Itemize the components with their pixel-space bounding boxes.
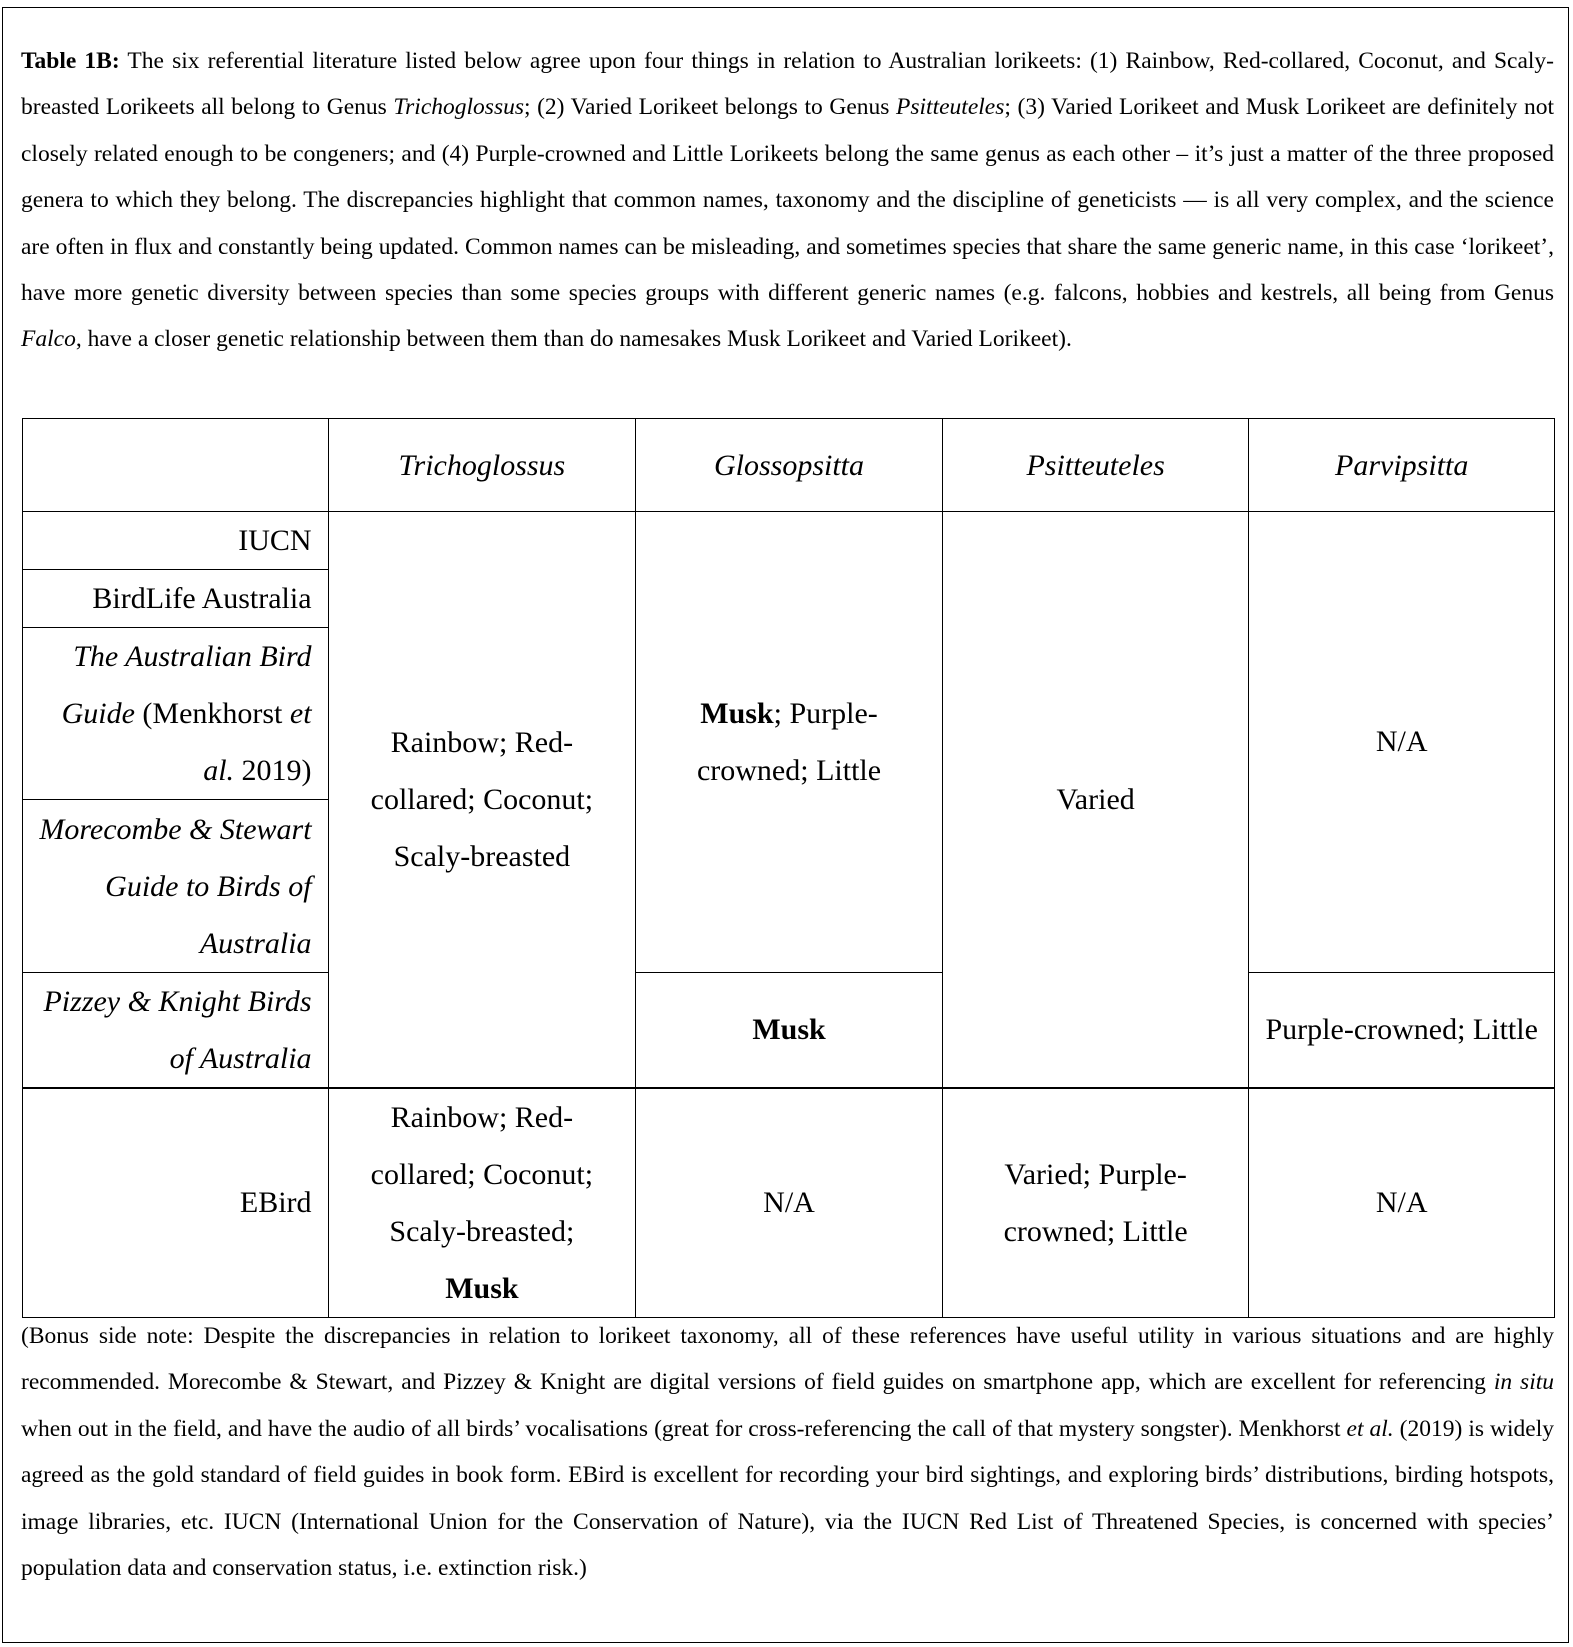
cell-trichoglossus-group: Rainbow; Red-collared; Coconut; Scaly-breasted	[328, 512, 636, 1088]
cell-psitteuteles-ebird: Varied; Purple-crowned; Little	[942, 1088, 1249, 1318]
intro-genus-trichoglossus: Trichoglossus	[393, 94, 524, 121]
morecombe-title: Morecombe & Stewart Guide to Birds of Australia	[39, 812, 312, 960]
intro-genus-falco: Falco	[21, 326, 76, 353]
header-psitteuteles: Psitteuteles	[942, 419, 1249, 512]
note-text-2: when out in the field, and have the audio of all birds’ vocalisations (great for cross-referencing the call of that mystery songster). Menkhorst	[21, 1415, 1347, 1442]
intro-text-2: ; (2) Varied Lorikeet belongs to Genus	[523, 94, 897, 121]
cell-parvipsitta-group: N/A	[1249, 512, 1555, 973]
note-text-1: (Bonus side note: Despite the discrepancies in relation to lorikeet taxonomy, all of these references have useful utility in various situations and are highly recommended. Morecombe & Stewart, and Pizzey & Knight are digital versions of field guides on smartphone app, which are excellent for referencing	[21, 1323, 1554, 1396]
menkhorst-author: (Menkhorst	[134, 697, 290, 731]
cell-trichoglossus-ebird	[328, 1088, 636, 1318]
cell-glossopsitta-pizzey	[636, 972, 943, 1088]
menkhorst-year: 2019)	[234, 754, 312, 788]
source-pizzey	[23, 972, 329, 1088]
cell-glossopsitta-group	[636, 512, 943, 973]
table-row	[23, 972, 1555, 1088]
cell-glossopsitta-ebird: N/A	[636, 1088, 943, 1318]
intro-text-3: ; (3) Varied Lorikeet and Musk Lorikeet are definitely not closely related enough to be congeners; and (4) Purple-crowned and Little Lorikeets belong the same genus as each other – it’s just a matter of the three proposed genera to which they belong. The discrepancies highlight that common names, taxonomy and the discipline of geneticists — is all very complex, and the science are often in flux and constantly being updated. Common names can be misleading, and sometimes species that share the same generic name, in this case ‘lorikeet’, have more genetic diversity between species than some species groups with different generic names (e.g. falcons, hobbies and kestrels, all being from Genus	[21, 94, 1555, 307]
intro-text-1: The six referential literature listed below agree upon four things in relation to Australian lorikeets: (1) Rainbow, Red-collared, Coconut, and Scaly-breasted Lorikeets all belong to Genus	[21, 48, 1554, 121]
pizzey-title: Pizzey & Knight Birds of Australia	[43, 984, 312, 1075]
cell-parvipsitta-ebird: N/A	[1249, 1088, 1555, 1318]
source-morecombe	[23, 800, 329, 972]
musk-bold: Musk	[752, 1013, 826, 1047]
glossopsitta-rest: ; Purple-crowned; Little	[696, 696, 882, 787]
header-glossopsitta: Glossopsitta	[636, 419, 943, 512]
note-in-situ: in situ	[1493, 1369, 1554, 1396]
table-label: Table 1B:	[21, 48, 120, 74]
source-menkhorst	[23, 628, 329, 800]
menkhorst-etal: et al.	[203, 697, 312, 788]
table-row	[23, 512, 1555, 570]
intro-text-4: , have a closer genetic relationship between them than do namesakes Musk Lorikeet and Varied Lorikeet).	[75, 326, 1072, 353]
table-row	[23, 1088, 1555, 1318]
header-parvipsitta: Parvipsitta	[1249, 419, 1555, 512]
header-corner	[23, 419, 329, 512]
taxonomy-table	[22, 418, 1555, 1318]
intro-paragraph	[21, 38, 1554, 363]
table-header-row	[23, 419, 1555, 512]
source-ebird: EBird	[23, 1088, 329, 1318]
musk-bold: Musk	[445, 1271, 519, 1305]
source-birdlife: BirdLife Australia	[23, 570, 329, 628]
ebird-tricho-text: Rainbow; Red-collared; Coconut; Scaly-breasted;	[370, 1100, 594, 1248]
side-note-paragraph	[21, 1313, 1554, 1591]
note-etal: et al.	[1346, 1415, 1394, 1442]
cell-psitteuteles-group: Varied	[942, 512, 1249, 1088]
note-text-3: (2019) is widely agreed as the gold standard of field guides in book form. EBird is excellent for recording your bird sightings, and exploring birds’ distributions, birding hotspots, image libraries, etc. IUCN (International Union for the Conservation of Nature), via the IUCN Red List of Threatened Species, is concerned with species’ population data and conservation status, i.e. extinction risk.)	[21, 1415, 1554, 1582]
menkhorst-title: The Australian Bird Guide	[61, 640, 312, 731]
source-iucn: IUCN	[23, 512, 329, 570]
header-trichoglossus: Trichoglossus	[328, 419, 636, 512]
intro-genus-psitteuteles: Psitteuteles	[896, 94, 1005, 121]
cell-parvipsitta-pizzey: Purple-crowned; Little	[1249, 972, 1555, 1088]
musk-bold: Musk	[700, 696, 774, 730]
